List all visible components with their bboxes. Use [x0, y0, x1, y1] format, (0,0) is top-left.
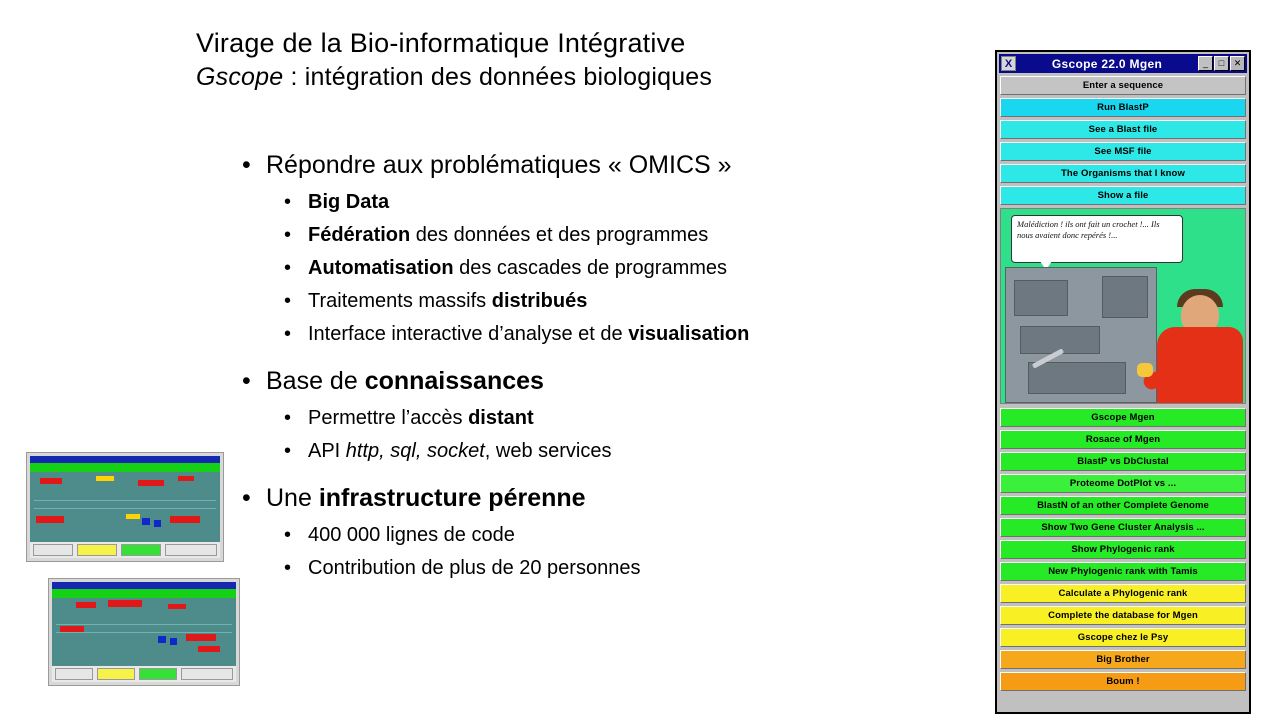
- thumbnail-feature: [138, 480, 164, 486]
- thumbnail-titlebar: [30, 456, 220, 463]
- two-gene-cluster-analysis-button[interactable]: Show Two Gene Cluster Analysis ...: [1000, 518, 1246, 537]
- thumbnail-footer: [30, 542, 220, 558]
- bullet-list: [238, 144, 978, 585]
- thumbnail-curve: [56, 624, 232, 625]
- footer-cell: [33, 544, 73, 556]
- bullet-text: Big Data: [308, 191, 390, 213]
- big-brother-button[interactable]: Big Brother: [1000, 650, 1246, 669]
- comic-speech-bubble: Malédiction ! ils ont fait un crochet !... Ils nous avaient donc repérés !...: [1011, 215, 1183, 263]
- thumbnail-feature: [76, 602, 96, 608]
- list-item: • API http, sql, socket, web services: [238, 435, 978, 468]
- thumbnail-green-band: [30, 463, 220, 472]
- comic-illustration: [1000, 208, 1246, 404]
- thumbnail-feature: [170, 638, 177, 645]
- see-msf-file-button[interactable]: See MSF file: [1000, 142, 1246, 161]
- see-a-blast-file-button[interactable]: See a Blast file: [1000, 120, 1246, 139]
- thumbnail-feature: [40, 478, 62, 484]
- title-line-1: Virage de la Bio-informatique Intégrative: [196, 28, 686, 58]
- list-item: • Traitements massifs distribués: [238, 285, 978, 318]
- proteome-dotplot-button[interactable]: Proteome DotPlot vs ...: [1000, 474, 1246, 493]
- title-subject: Gscope: [196, 63, 284, 91]
- gscope-window-title: Gscope 22.0 Mgen: [1051, 56, 1163, 71]
- blastp-vs-dbclustal-button[interactable]: BlastP vs DbClustal: [1000, 452, 1246, 471]
- list-item: • Une infrastructure pérenne: [238, 477, 978, 519]
- list-item: [238, 144, 978, 186]
- list-item: • Automatisation des cascades de programmes: [238, 252, 978, 285]
- blastn-complete-genome-button[interactable]: BlastN of an other Complete Genome: [1000, 496, 1246, 515]
- thumbnail-feature: [36, 516, 64, 523]
- list-item: [238, 186, 978, 219]
- minimize-button[interactable]: _: [1198, 56, 1213, 71]
- gscope-panel: [997, 73, 1249, 696]
- list-item: [238, 519, 978, 552]
- thumbnail-feature: [178, 476, 194, 481]
- title-subject-rest: : intégration des données biologiques: [283, 63, 713, 91]
- footer-cell: [77, 544, 117, 556]
- thumbnail-feature: [142, 518, 150, 525]
- thumbnail-feature: [186, 634, 216, 641]
- thumbnail-feature: [158, 636, 166, 643]
- new-phylogenic-rank-tamis-button[interactable]: New Phylogenic rank with Tamis: [1000, 562, 1246, 581]
- footer-cell: [139, 668, 177, 680]
- comic-worker-hand: [1137, 363, 1153, 377]
- thumbnail-feature: [126, 514, 140, 519]
- x-logo-icon: X: [1001, 56, 1016, 71]
- title-line-2: [196, 60, 896, 94]
- thumbnail-upper-canvas: [30, 456, 220, 558]
- gscope-mgen-button[interactable]: Gscope Mgen: [1000, 408, 1246, 427]
- thumbnail-green-band: [52, 589, 236, 598]
- organisms-i-know-button[interactable]: The Organisms that I know: [1000, 164, 1246, 183]
- thumbnail-feature: [198, 646, 220, 652]
- maximize-button[interactable]: □: [1214, 56, 1229, 71]
- list-item: • Permettre l’accès distant: [238, 402, 978, 435]
- list-item: • Fédération des données et des programmes: [238, 219, 978, 252]
- boum-button[interactable]: Boum !: [1000, 672, 1246, 691]
- comic-machine: [1005, 267, 1157, 403]
- footer-cell: [97, 668, 135, 680]
- footer-cell: [55, 668, 93, 680]
- close-button[interactable]: ✕: [1230, 56, 1245, 71]
- run-blastp-button[interactable]: Run BlastP: [1000, 98, 1246, 117]
- list-item: • Base de connaissances: [238, 360, 978, 402]
- thumbnail-feature: [60, 626, 84, 632]
- thumbnail-feature: [108, 600, 142, 607]
- thumbnail-curve: [34, 500, 216, 501]
- show-a-file-button[interactable]: Show a file: [1000, 186, 1246, 205]
- thumbnail-feature: [96, 476, 114, 481]
- calculate-phylogenic-rank-button[interactable]: Calculate a Phylogenic rank: [1000, 584, 1246, 603]
- footer-cell: [181, 668, 233, 680]
- comic-worker-body: [1157, 327, 1243, 403]
- thumbnail-upper[interactable]: [26, 452, 224, 562]
- thumbnail-feature: [154, 520, 161, 527]
- thumbnail-footer: [52, 666, 236, 682]
- show-phylogenic-rank-button[interactable]: Show Phylogenic rank: [1000, 540, 1246, 559]
- thumbnail-titlebar: [52, 582, 236, 589]
- gscope-titlebar[interactable]: [999, 54, 1247, 73]
- thumbnail-curve: [56, 632, 232, 633]
- list-item: [238, 552, 978, 585]
- thumbnail-curve: [34, 508, 216, 509]
- gscope-chez-le-psy-button[interactable]: Gscope chez le Psy: [1000, 628, 1246, 647]
- list-item: • Interface interactive d’analyse et de visualisation: [238, 318, 978, 351]
- bullet-text: 400 000 lignes de code: [308, 524, 515, 546]
- thumbnail-lower-canvas: [52, 582, 236, 682]
- rosace-of-mgen-button[interactable]: Rosace of Mgen: [1000, 430, 1246, 449]
- thumbnail-feature: [168, 604, 186, 609]
- bullet-text: Contribution de plus de 20 personnes: [308, 557, 641, 579]
- enter-a-sequence-button[interactable]: Enter a sequence: [1000, 76, 1246, 95]
- footer-cell: [165, 544, 217, 556]
- footer-cell: [121, 544, 161, 556]
- thumbnail-feature: [170, 516, 200, 523]
- gscope-window[interactable]: [995, 50, 1251, 714]
- page-title: [196, 26, 896, 94]
- bullet-text: Répondre aux problématiques « OMICS »: [266, 151, 732, 179]
- complete-database-mgen-button[interactable]: Complete the database for Mgen: [1000, 606, 1246, 625]
- window-controls: [1198, 56, 1245, 71]
- thumbnail-lower[interactable]: [48, 578, 240, 686]
